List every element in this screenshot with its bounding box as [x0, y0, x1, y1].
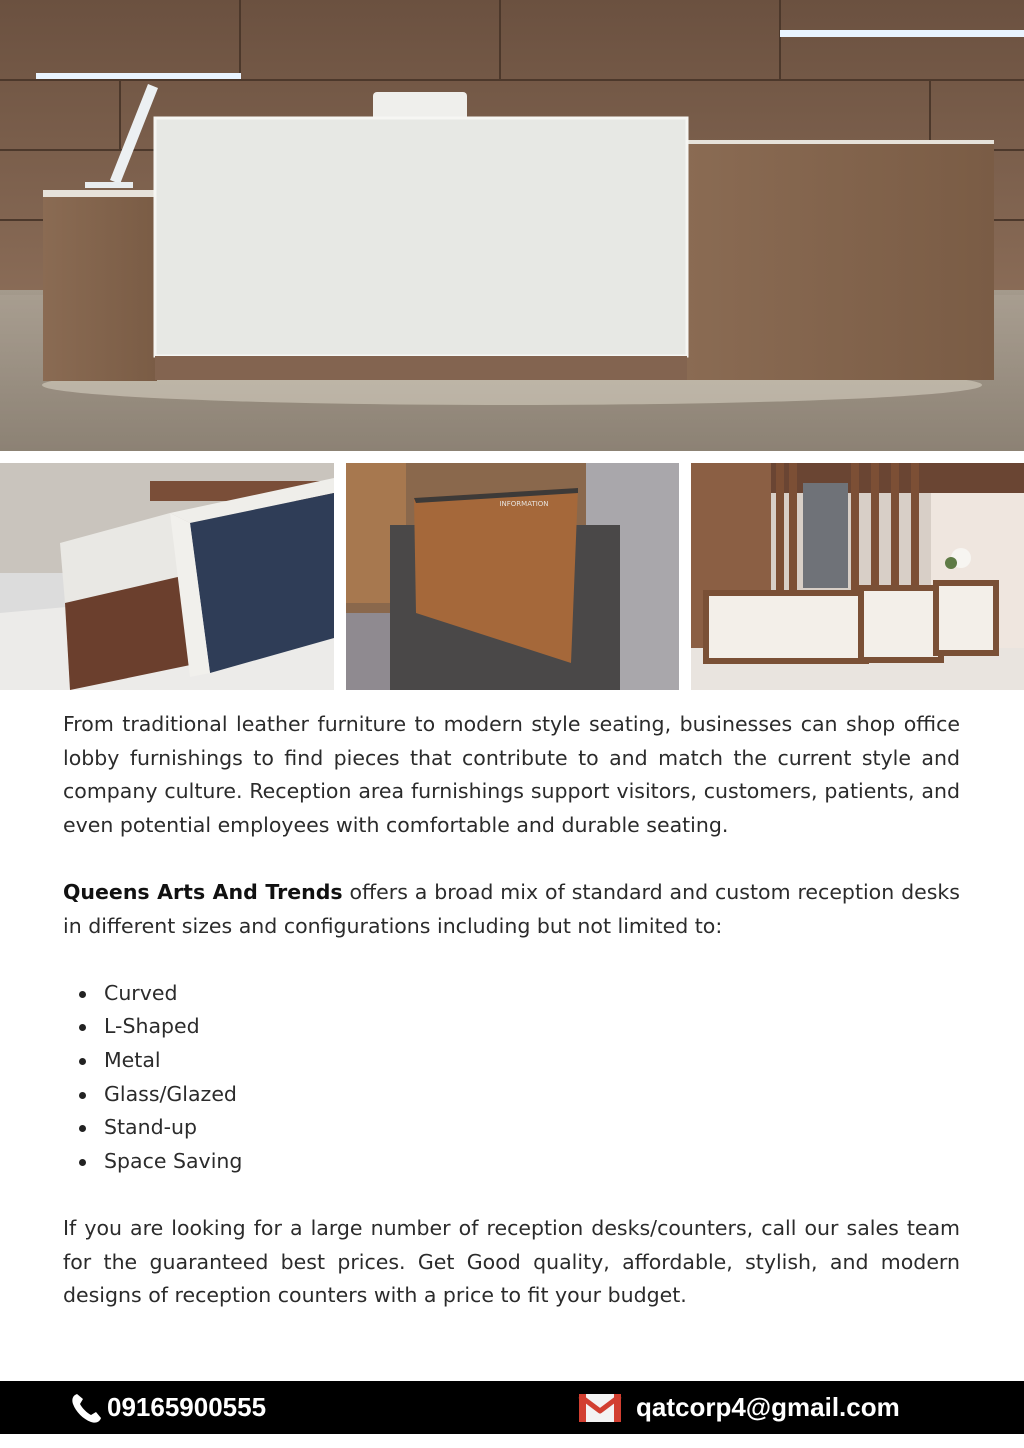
thumbnail-wood-front-desk — [346, 463, 679, 690]
desk-types-list — [63, 977, 960, 1179]
list-item: Curved — [77, 977, 960, 1011]
list-item: Stand-up — [77, 1111, 960, 1145]
offer-paragraph — [63, 876, 960, 943]
body-text — [63, 708, 960, 1313]
list-item: Glass/Glazed — [77, 1078, 960, 1112]
gmail-icon — [578, 1392, 622, 1424]
contact-footer — [0, 1381, 1024, 1434]
list-item: L-Shaped — [77, 1010, 960, 1044]
phone-number: 09165900555 — [107, 1392, 267, 1422]
thumbnail-backlit-counters — [691, 463, 1024, 690]
intro-paragraph: From traditional leather furniture to modern style seating, businesses can shop office lobby furnishings to find pieces that contribute to and match the current style and company culture. Reception area furnishings support visitors, customers, patients, and even potential employees with comfortable and durable seating. — [63, 712, 960, 837]
hero-image — [0, 0, 1024, 451]
information-plaque: INFORMATION — [499, 500, 549, 508]
closing-paragraph: If you are looking for a large number of reception desks/counters, call our sales team for the guaranteed best prices. Get Good quality, affordable, stylish, and modern designs of reception counters with a price to fit your budget. — [63, 1215, 960, 1308]
list-item: Space Saving — [77, 1145, 960, 1179]
list-item: Metal — [77, 1044, 960, 1078]
offer-text: offers a broad mix of standard and custom reception desks in different sizes and configurations including but not limited to: — [63, 879, 960, 938]
thumbnail-l-shaped-desk — [0, 463, 334, 690]
company-name: Queens Arts And Trends — [63, 879, 343, 904]
email-contact[interactable] — [578, 1391, 900, 1424]
phone-icon — [70, 1392, 104, 1424]
email-address: qatcorp4@gmail.com — [636, 1392, 900, 1422]
phone-contact[interactable] — [70, 1391, 266, 1424]
